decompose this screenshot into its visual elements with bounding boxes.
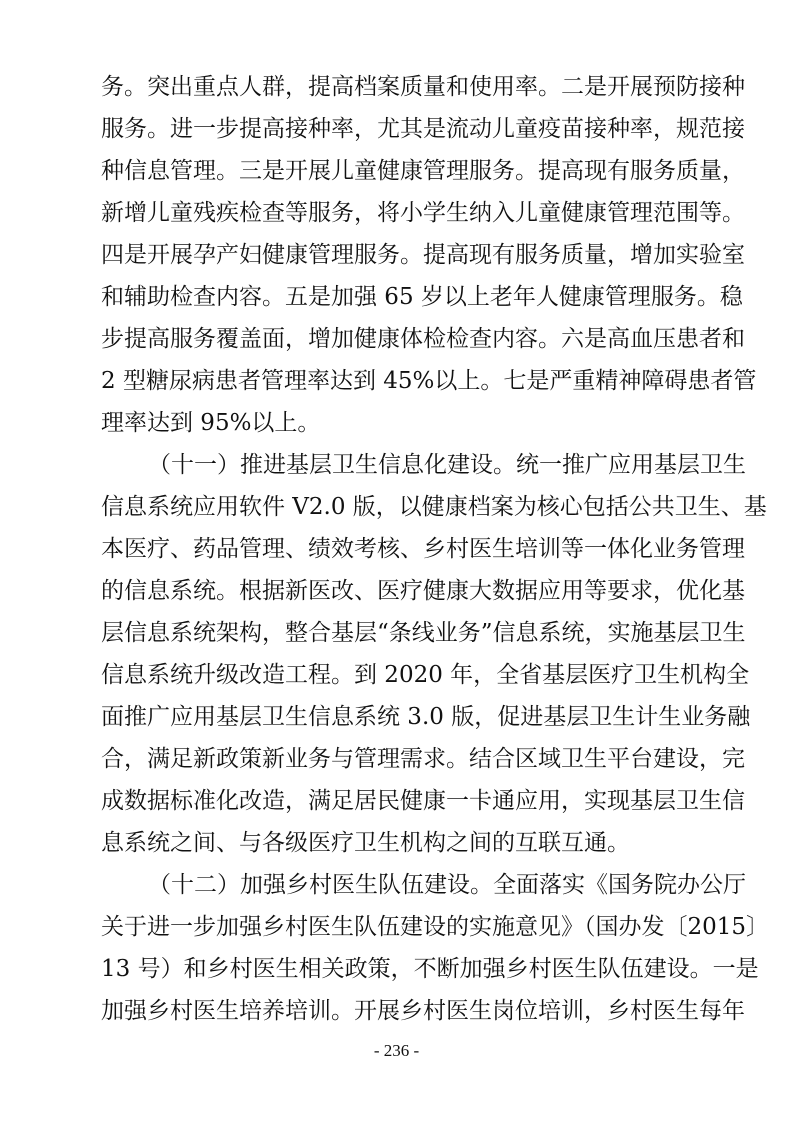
body-text-line: 层信息系统架构，整合基层“条线业务”信息系统，实施基层卫生	[101, 620, 746, 646]
body-text-line: 信息系统应用软件 V2.0 版，以健康档案为核心包括公共卫生、基	[101, 494, 767, 520]
body-text-line: 关于进一步加强乡村医生队伍建设的实施意见》（国办发〔2015〕	[101, 914, 770, 940]
body-text-line: 13 号）和乡村医生相关政策，不断加强乡村医生队伍建设。一是	[101, 956, 759, 982]
body-text-line: 本医疗、药品管理、绩效考核、乡村医生培训等一体化业务管理	[101, 536, 745, 562]
body-text-line: 信息系统升级改造工程。到 2020 年，全省基层医疗卫生机构全	[101, 662, 750, 688]
body-text-line: 合，满足新政策新业务与管理需求。结合区域卫生平台建设，完	[101, 746, 745, 772]
body-text-line: 成数据标准化改造，满足居民健康一卡通应用，实现基层卫生信	[101, 788, 745, 814]
section-12-heading-line: （十二）加强乡村医生队伍建设。全面落实《国务院办公厅	[148, 872, 746, 898]
body-text-line: 面推广应用基层卫生信息系统 3.0 版，促进基层卫生计生业务融	[101, 704, 751, 730]
body-text-line: 理率达到 95%以上。	[101, 410, 321, 436]
body-text-line: 新增儿童残疾检查等服务，将小学生纳入儿童健康管理范围等。	[101, 200, 745, 226]
body-text-line: 步提高服务覆盖面，增加健康体检检查内容。六是高血压患者和	[101, 326, 745, 352]
body-text-line: 2 型糖尿病患者管理率达到 45%以上。七是严重精神障碍患者管	[101, 368, 757, 394]
body-text-line: 服务。进一步提高接种率，尤其是流动儿童疫苗接种率，规范接	[101, 116, 745, 142]
body-text-line: 息系统之间、与各级医疗卫生机构之间的互联互通。	[101, 830, 630, 856]
page-number: - 236 -	[373, 1041, 420, 1060]
body-text-line: 和辅助检查内容。五是加强 65 岁以上老年人健康管理服务。稳	[101, 284, 743, 310]
body-text-line: 加强乡村医生培养培训。开展乡村医生岗位培训，乡村医生每年	[101, 998, 745, 1024]
body-text-line: 四是开展孕产妇健康管理服务。提高现有服务质量，增加实验室	[101, 242, 745, 268]
body-text-line: 种信息管理。三是开展儿童健康管理服务。提高现有服务质量，	[101, 158, 745, 184]
section-11-heading-line: （十一）推进基层卫生信息化建设。统一推广应用基层卫生	[148, 452, 746, 478]
body-text-line: 的信息系统。根据新医改、医疗健康大数据应用等要求，优化基	[101, 578, 745, 604]
body-text-line: 务。突出重点人群，提高档案质量和使用率。二是开展预防接种	[101, 74, 745, 100]
